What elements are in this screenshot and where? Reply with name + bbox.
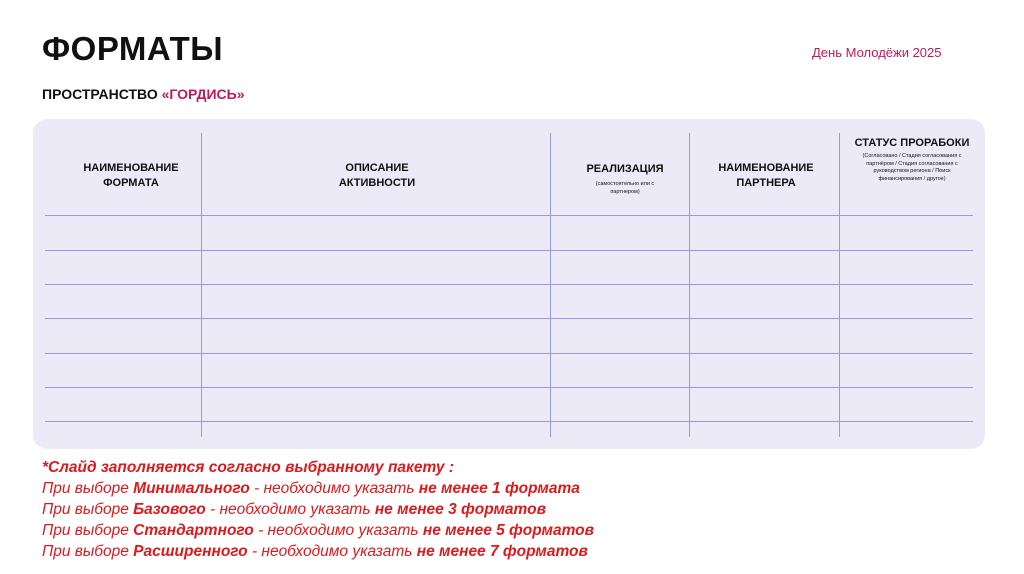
row-divider — [45, 318, 973, 319]
column-divider — [550, 133, 551, 437]
note-middle: - необходимо указать — [247, 543, 417, 560]
column-header-note: (самостоятельно или с партнером) — [595, 181, 655, 195]
note-package: Стандартного — [133, 522, 254, 539]
column-divider — [839, 133, 840, 437]
note-requirement: не менее 7 форматов — [416, 543, 588, 560]
note-heading: *Слайд заполняется согласно выбранному пакету : — [42, 459, 454, 476]
row-divider — [45, 421, 973, 422]
row-divider — [45, 250, 973, 251]
note-prefix: При выборе — [42, 480, 134, 497]
subtitle-prefix: ПРОСТРАНСТВО — [42, 86, 162, 102]
note-requirement: не менее 5 форматов — [422, 522, 594, 539]
subtitle-accent: «ГОРДИСЬ» — [161, 86, 245, 102]
column-header-partner-name — [705, 161, 827, 191]
column-header-label: ОПИСАНИЕ АКТИВНОСТИ — [338, 162, 416, 189]
column-header-status — [847, 136, 977, 183]
page-title: ФОРМАТЫ — [42, 30, 224, 67]
column-divider — [689, 133, 690, 437]
note-middle: - необходимо указать — [249, 480, 419, 497]
note-package: Расширенного — [133, 543, 248, 560]
column-header-implementation — [571, 162, 679, 196]
note-package: Базового — [133, 501, 206, 518]
note-requirement: не менее 3 форматов — [374, 501, 546, 518]
note-line-extended — [42, 541, 594, 562]
row-divider — [45, 215, 973, 216]
note-middle: - необходимо указать — [205, 501, 375, 518]
column-header-label: НАИМЕНОВАНИЕ ПАРТНЕРА — [718, 162, 814, 189]
column-header-format-name — [63, 161, 199, 191]
note-prefix: При выборе — [42, 522, 134, 539]
event-brand: День Молодёжи 2025 — [812, 45, 942, 60]
package-requirements-note — [42, 457, 594, 562]
column-header-label: РЕАЛИЗАЦИЯ — [586, 163, 664, 175]
note-prefix: При выборе — [42, 501, 134, 518]
note-prefix: При выборе — [42, 543, 134, 560]
column-header-label: СТАТУС ПРОРАБОКИ — [854, 137, 970, 149]
note-line-minimal — [42, 478, 594, 499]
note-line-basic — [42, 499, 594, 520]
formats-table — [33, 119, 985, 449]
column-header-activity-description — [333, 161, 421, 191]
space-subtitle — [42, 86, 245, 102]
note-middle: - необходимо указать — [253, 522, 423, 539]
row-divider — [45, 284, 973, 285]
note-package: Минимального — [133, 480, 250, 497]
row-divider — [45, 353, 973, 354]
note-line-standard — [42, 520, 594, 541]
column-divider — [201, 133, 202, 437]
note-requirement: не менее 1 формата — [418, 480, 580, 497]
column-header-note: (Согласовано / Стадия согласования с партнёром / Стадия согласования с руководством региона / Поиск финансирования / другое) — [862, 153, 962, 182]
column-header-label: НАИМЕНОВАНИЕ ФОРМАТА — [83, 162, 179, 189]
row-divider — [45, 387, 973, 388]
